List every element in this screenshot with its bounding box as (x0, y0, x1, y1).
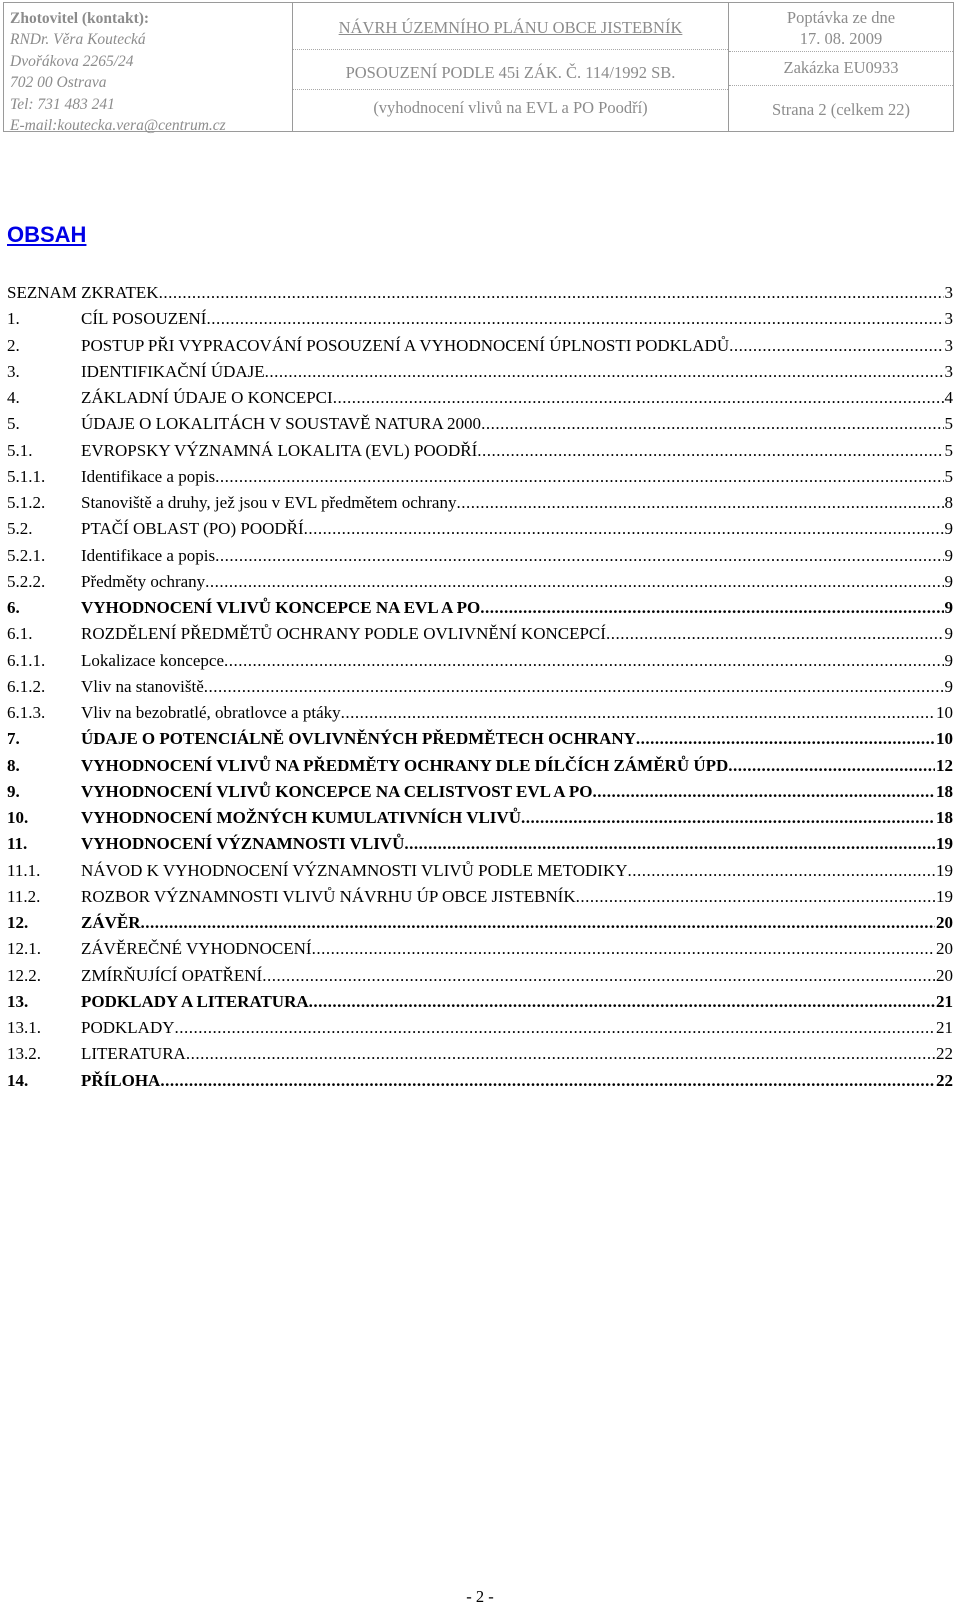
toc-entry-number: 7. (7, 729, 20, 749)
toc-entry-page: 3 (944, 283, 953, 302)
toc-leader-dots (224, 648, 944, 674)
toc-entry-page: 20 (936, 913, 953, 932)
toc-entry-title: VYHODNOCENÍ MOŽNÝCH KUMULATIVNÍCH VLIVŮ (81, 808, 521, 827)
toc-entry-body (81, 831, 953, 857)
toc-entry-body (81, 306, 953, 332)
toc-entry-body (81, 989, 953, 1015)
toc-entry-page: 8 (944, 493, 953, 512)
toc-entry-title: PŘÍLOHA (81, 1070, 161, 1090)
toc-entry-number: 5.2.1. (7, 545, 46, 565)
toc-entry-page: 5 (944, 466, 953, 486)
toc-entry-title: Identifikace a popis (81, 466, 216, 486)
toc-entry-page: 19 (936, 886, 953, 906)
toc-entry-body (81, 700, 953, 726)
toc-entry[interactable] (7, 910, 953, 936)
contractor-label: Zhotovitel (kontakt): (10, 10, 150, 27)
toc-entry-body (7, 280, 953, 306)
toc-entry-number: 12.2. (7, 965, 41, 985)
document-title-block (293, 3, 729, 131)
toc-entry-page: 21 (936, 991, 953, 1011)
toc-entry-body (81, 595, 953, 621)
toc-leader-dots (205, 569, 943, 595)
document-subtitle: POSOUZENÍ PODLE 45i ZÁK. Č. 114/1992 SB. (345, 63, 676, 82)
toc-entry[interactable] (7, 936, 953, 962)
toc-entry-page: 22 (936, 1044, 953, 1064)
toc-entry[interactable] (7, 963, 953, 989)
toc-entry[interactable] (7, 438, 953, 464)
toc-entry-title: CÍL POSOUZENÍ (81, 309, 207, 329)
toc-leader-dots (728, 753, 935, 779)
toc-entry-title: PODKLADY (81, 1018, 175, 1037)
toc-entry-body (81, 648, 953, 674)
toc-entry[interactable] (7, 989, 953, 1015)
toc-entry-page: 9 (944, 571, 953, 591)
toc-entry-title: EVROPSKY VÝZNAMNÁ LOKALITA (EVL) POODŘÍ (81, 440, 478, 460)
contractor-phone: Tel: 731 483 241 (10, 95, 115, 113)
toc-entry[interactable] (7, 1068, 953, 1094)
toc-entry-number: 5.1.2. (7, 493, 46, 512)
toc-entry-page: 10 (936, 703, 953, 722)
toc-leader-dots (265, 359, 944, 385)
toc-entry-title: Vliv na stanoviště (81, 676, 204, 696)
toc-entry-page: 3 (944, 335, 953, 355)
toc-entry[interactable] (7, 333, 953, 359)
contractor-email: E-mail:koutecka.vera@centrum.cz (10, 117, 226, 135)
toc-leader-dots (480, 595, 943, 621)
order-number: Zakázka EU0933 (783, 58, 899, 77)
toc-entry-page: 20 (936, 939, 953, 959)
toc-entry-body (81, 543, 953, 569)
toc-entry-body (81, 1041, 953, 1067)
toc-entry-body (81, 910, 953, 936)
toc-entry-number: 13.2. (7, 1044, 41, 1064)
toc-entry-number: 5.2. (7, 519, 33, 539)
toc-entry-title: PODKLADY A LITERATURA (81, 991, 309, 1011)
toc-entry[interactable] (7, 700, 953, 726)
request-date: 17. 08. 2009 (799, 29, 883, 48)
toc-entry-number: 3. (7, 361, 20, 381)
toc-entry-title: ZÁVĚR (81, 913, 141, 932)
toc-entry-number: 11.2. (7, 886, 41, 906)
toc-entry[interactable] (7, 831, 953, 857)
toc-entry-number: 10. (7, 808, 29, 827)
toc-entry-title: ÚDAJE O POTENCIÁLNĚ OVLIVNĚNÝCH PŘEDMĚTECH OCHRANY (81, 729, 636, 749)
toc-entry[interactable] (7, 726, 953, 752)
toc-entry-number: 13. (7, 991, 29, 1011)
toc-entry-page: 9 (944, 650, 953, 670)
toc-entry-number: 12.1. (7, 939, 41, 959)
toc-entry-body (81, 884, 953, 910)
toc-entry-body (81, 936, 953, 962)
toc-entry-number: 5.1. (7, 440, 33, 460)
toc-entry-number: 11.1. (7, 860, 41, 880)
toc-entry[interactable] (7, 516, 953, 542)
toc-entry-title: ÚDAJE O LOKALITÁCH V SOUSTAVĚ NATURA 2000 (81, 414, 482, 434)
header-divider (729, 85, 953, 86)
toc-entry[interactable] (7, 306, 953, 332)
page-number: - 2 - (466, 1587, 494, 1606)
toc-entry-number: 12. (7, 913, 29, 932)
toc-entry-body (81, 438, 953, 464)
toc-leader-dots (576, 884, 935, 910)
toc-entry-body (81, 1015, 953, 1041)
toc-entry-body (81, 359, 953, 385)
toc-entry-page: 5 (944, 414, 953, 434)
toc-entry-title: POSTUP PŘI VYPRACOVÁNÍ POSOUZENÍ A VYHODNOCENÍ ÚPLNOSTI PODKLADŮ (81, 335, 730, 355)
toc-entry-page: 9 (944, 598, 953, 617)
toc-leader-dots (215, 543, 943, 569)
toc-entry-body (81, 726, 953, 752)
toc-entry[interactable] (7, 858, 953, 884)
contractor-name: RNDr. Věra Koutecká (10, 31, 146, 49)
contractor-city: 702 00 Ostrava (10, 74, 107, 92)
toc-entry-body (81, 753, 953, 779)
toc-entry-body (81, 1068, 953, 1094)
toc-entry-title: PTAČÍ OBLAST (PO) POODŘÍ (81, 519, 304, 539)
toc-entry-number: 9. (7, 781, 20, 801)
header-divider (729, 51, 953, 52)
toc-entry-body (81, 490, 953, 516)
toc-entry-number: 6.1.1. (7, 650, 46, 670)
toc-entry[interactable] (7, 411, 953, 437)
toc-entry-number: 5. (7, 414, 20, 434)
toc-entry-body (81, 621, 953, 647)
toc-entry-body (81, 779, 953, 805)
toc-entry-body (81, 963, 953, 989)
toc-entry-title: VYHODNOCENÍ VLIVŮ KONCEPCE NA EVL A PO (81, 598, 481, 617)
toc-entry-body (81, 858, 953, 884)
toc-entry-title: Předměty ochrany (81, 571, 206, 591)
toc-entry-title: LITERATURA (81, 1044, 186, 1064)
page-info: Strana 2 (celkem 22) (772, 100, 910, 119)
toc-leader-dots (606, 621, 944, 647)
toc-entry-title: SEZNAM ZKRATEK (7, 283, 159, 302)
toc-entry-page: 9 (944, 676, 953, 696)
toc-leader-dots (477, 438, 943, 464)
table-of-contents (7, 280, 953, 1094)
toc-leader-dots (186, 1041, 935, 1067)
toc-leader-dots (593, 779, 935, 805)
toc-leader-dots (729, 333, 943, 359)
toc-entry[interactable] (7, 805, 953, 831)
toc-entry-number: 6.1.2. (7, 676, 46, 696)
toc-entry-title: ZÁVĚREČNÉ VYHODNOCENÍ (81, 939, 312, 959)
toc-leader-dots (628, 858, 936, 884)
toc-leader-dots (175, 1015, 936, 1041)
toc-entry-page: 19 (936, 834, 953, 854)
toc-entry-number: 11. (7, 834, 28, 854)
document-note: (vyhodnocení vlivů na EVL a PO Poodří) (373, 98, 648, 117)
toc-entry-page: 18 (936, 781, 953, 801)
toc-entry-body (81, 464, 953, 490)
toc-entry-title: VYHODNOCENÍ VÝZNAMNOSTI VLIVŮ (81, 834, 405, 854)
toc-entry-title: IDENTIFIKAČNÍ ÚDAJE (81, 361, 265, 381)
header-divider (293, 49, 728, 50)
toc-entry[interactable] (7, 543, 953, 569)
toc-entry-page: 9 (944, 519, 953, 539)
toc-entry[interactable] (7, 753, 953, 779)
toc-entry-title: VYHODNOCENÍ VLIVŮ KONCEPCE NA CELISTVOST EVL A PO (81, 781, 593, 801)
toc-leader-dots (636, 726, 935, 752)
toc-leader-dots (206, 306, 943, 332)
toc-entry-page: 3 (944, 361, 953, 381)
order-block (729, 3, 953, 131)
toc-leader-dots (309, 989, 935, 1015)
toc-entry[interactable] (7, 674, 953, 700)
toc-entry[interactable] (7, 595, 953, 621)
toc-entry-page: 12 (936, 755, 953, 775)
toc-entry-page: 9 (944, 545, 953, 565)
toc-leader-dots (456, 490, 943, 516)
toc-leader-dots (481, 411, 943, 437)
toc-leader-dots (521, 805, 935, 831)
toc-entry-number: 6.1. (7, 624, 33, 644)
toc-entry-title: Stanoviště a druhy, jež jsou v EVL předmětem ochrany (81, 493, 457, 512)
toc-entry[interactable] (7, 280, 953, 306)
toc-entry-number: 1. (7, 309, 20, 329)
toc-entry-body (81, 516, 953, 542)
toc-entry-number: 13.1. (7, 1018, 41, 1037)
toc-entry-page: 19 (936, 860, 953, 880)
contractor-block (4, 3, 293, 135)
toc-entry-page: 9 (944, 624, 953, 644)
toc-entry-body (81, 569, 953, 595)
toc-leader-dots (160, 1068, 935, 1094)
toc-entry[interactable] (7, 621, 953, 647)
toc-entry-number: 6. (7, 598, 20, 617)
toc-entry-number: 2. (7, 335, 20, 355)
toc-leader-dots (159, 280, 944, 306)
toc-entry-page: 18 (936, 808, 953, 827)
toc-entry-title: Lokalizace koncepce (81, 650, 224, 670)
toc-entry-title: VYHODNOCENÍ VLIVŮ NA PŘEDMĚTY OCHRANY DLE DÍLČÍCH ZÁMĚRŮ ÚPD (81, 755, 729, 775)
toc-heading: OBSAH (7, 222, 87, 247)
header-divider (293, 89, 728, 90)
toc-entry-number: 6.1.3. (7, 703, 46, 722)
toc-entry-page: 5 (944, 440, 953, 460)
toc-leader-dots (312, 936, 935, 962)
toc-entry[interactable] (7, 648, 953, 674)
document-title: NÁVRH ÚZEMNÍHO PLÁNU OBCE JISTEBNÍK (338, 18, 683, 37)
toc-entry-body (81, 411, 953, 437)
contractor-street: Dvořákova 2265/24 (10, 52, 134, 70)
toc-entry[interactable] (7, 359, 953, 385)
toc-entry-title: ROZDĚLENÍ PŘEDMĚTŮ OCHRANY PODLE OVLIVNĚNÍ KONCEPCÍ (81, 624, 606, 644)
toc-entry-page: 4 (944, 388, 953, 407)
toc-leader-dots (341, 700, 935, 726)
toc-entry-number: 5.1.1. (7, 466, 46, 486)
toc-entry-page: 10 (936, 729, 953, 749)
toc-entry-title: ROZBOR VÝZNAMNOSTI VLIVŮ NÁVRHU ÚP OBCE JISTEBNÍK (81, 886, 576, 906)
toc-entry-page: 20 (936, 965, 953, 985)
toc-leader-dots (333, 385, 944, 411)
toc-leader-dots (304, 516, 944, 542)
toc-entry[interactable] (7, 569, 953, 595)
toc-entry[interactable] (7, 490, 953, 516)
toc-entry[interactable] (7, 1041, 953, 1067)
toc-entry-number: 4. (7, 388, 20, 407)
toc-entry-title: NÁVOD K VYHODNOCENÍ VÝZNAMNOSTI VLIVŮ PODLE METODIKY (81, 860, 628, 880)
toc-entry-number: 8. (7, 755, 20, 775)
document-header (3, 2, 954, 135)
toc-entry-title: ZMÍRŇUJÍCÍ OPATŘENÍ (81, 965, 263, 985)
toc-entry[interactable] (7, 779, 953, 805)
toc-entry-body (81, 385, 953, 411)
toc-entry-page: 22 (936, 1070, 953, 1090)
toc-leader-dots (215, 464, 943, 490)
request-label: Poptávka ze dne (786, 8, 896, 27)
toc-entry[interactable] (7, 385, 953, 411)
toc-leader-dots (141, 910, 935, 936)
toc-leader-dots (262, 963, 935, 989)
toc-entry-body (81, 805, 953, 831)
toc-entry-title: Identifikace a popis (81, 545, 216, 565)
toc-entry-number: 5.2.2. (7, 571, 46, 591)
toc-entry-title: Vliv na bezobratlé, obratlovce a ptáky (81, 703, 341, 722)
toc-entry[interactable] (7, 464, 953, 490)
toc-leader-dots (204, 674, 944, 700)
toc-entry-page: 21 (936, 1018, 953, 1037)
toc-entry-page: 3 (944, 309, 953, 329)
toc-entry-body (81, 333, 953, 359)
toc-entry-title: ZÁKLADNÍ ÚDAJE O KONCEPCI (81, 388, 333, 407)
toc-entry[interactable] (7, 884, 953, 910)
toc-entry-number: 14. (7, 1070, 29, 1090)
toc-entry[interactable] (7, 1015, 953, 1041)
toc-leader-dots (404, 831, 935, 857)
toc-entry-body (81, 674, 953, 700)
